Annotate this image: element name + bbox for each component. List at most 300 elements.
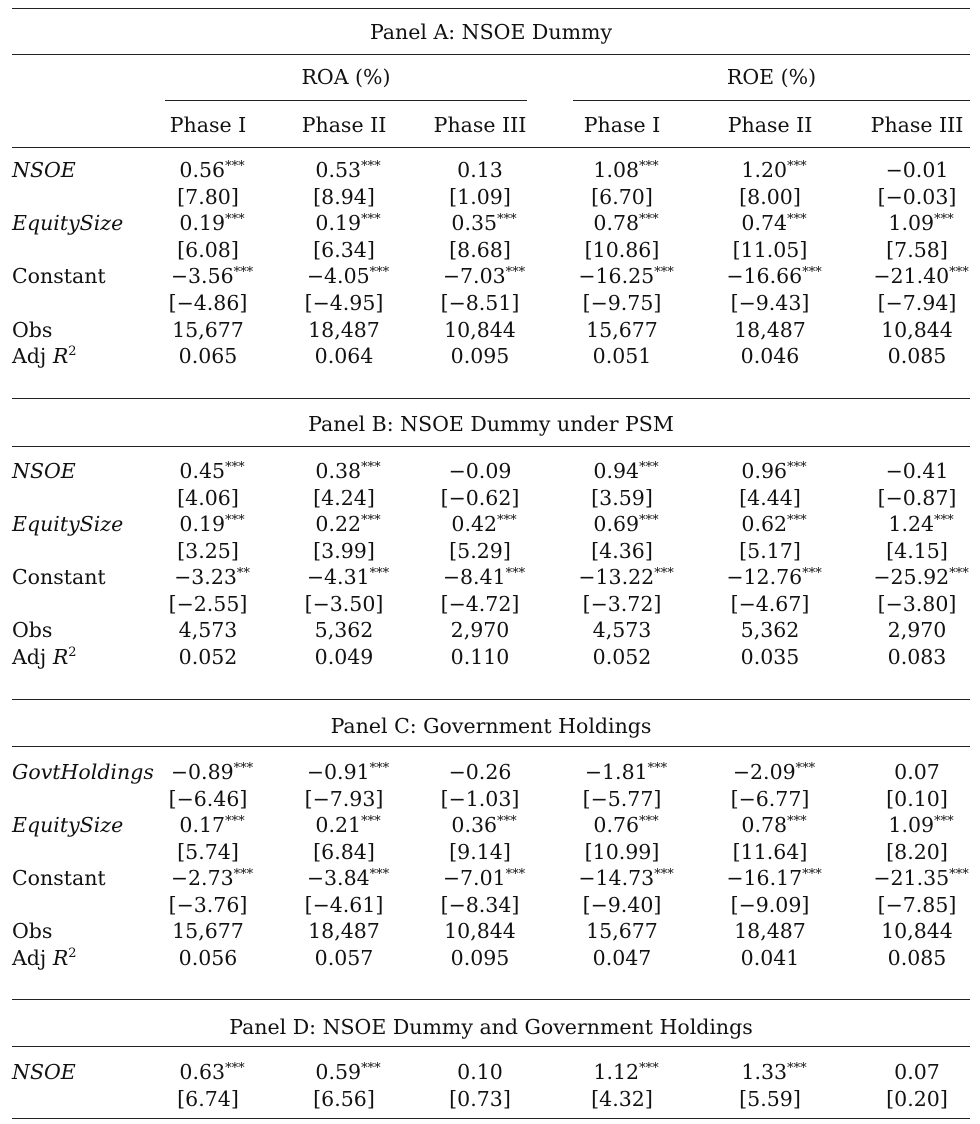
t-stat-cell: [269, 839, 419, 865]
significance-stars: ***: [639, 814, 659, 829]
row-label-equity-size: EquitySize: [12, 512, 124, 536]
adj-r2-symbol: R: [52, 946, 69, 970]
adj-r2-exponent: 2: [68, 946, 77, 961]
t-stat-cell: [133, 184, 283, 210]
significance-stars: ***: [639, 1061, 659, 1076]
coef-cell: [551, 210, 701, 236]
significance-stars: ***: [787, 159, 807, 174]
coef-cell: [846, 263, 980, 289]
t-stat-cell: [842, 839, 980, 865]
row-label-obs: Obs: [12, 318, 53, 342]
cell-value: 10,844: [881, 919, 953, 943]
coef-cell: [273, 759, 423, 785]
panel-d-title: Panel D: NSOE Dummy and Government Holdings: [229, 1015, 753, 1039]
cell-value: 0.095: [450, 344, 510, 368]
significance-stars: ***: [361, 460, 381, 475]
significance-stars: ***: [361, 814, 381, 829]
t-stat-cell: [842, 591, 980, 617]
t-stat-cell: [695, 839, 845, 865]
coef-cell: [846, 511, 980, 537]
coef-cell: [405, 1059, 555, 1085]
significance-stars: ***: [787, 814, 807, 829]
cell-value: 0.17: [179, 813, 226, 837]
stat-cell: [269, 644, 419, 670]
coef-cell: [846, 564, 980, 590]
stat-cell: [133, 918, 283, 944]
coef-cell: [137, 1059, 287, 1085]
stat-cell: [269, 343, 419, 369]
significance-stars: ***: [233, 265, 254, 280]
cell-value: −16.66: [726, 264, 803, 288]
t-stat-cell: [269, 184, 419, 210]
coef-cell: [405, 157, 555, 183]
cell-value: [6.08]: [177, 238, 239, 262]
cell-value: 0.21: [315, 813, 362, 837]
coef-cell: [137, 210, 287, 236]
significance-stars: ***: [949, 265, 969, 280]
t-stat-cell: [133, 485, 283, 511]
t-stat-cell: [695, 237, 845, 263]
significance-stars: ***: [225, 513, 245, 528]
coef-cell: [137, 865, 287, 891]
coef-cell: [137, 812, 287, 838]
row-label-constant: Constant: [12, 264, 106, 288]
coef-cell: [137, 157, 287, 183]
cell-value: 0.110: [450, 645, 510, 669]
cell-value: [−4.61]: [304, 893, 384, 917]
cell-value: 0.56: [179, 158, 226, 182]
stat-cell: [405, 317, 555, 343]
significance-stars: ***: [225, 1061, 245, 1076]
cell-value: −3.23: [174, 565, 237, 589]
significance-stars: ***: [639, 513, 659, 528]
coef-cell: [273, 210, 423, 236]
coef-cell: [409, 263, 559, 289]
row-label-obs: Obs: [12, 618, 53, 642]
cell-value: [−9.40]: [582, 893, 662, 917]
t-stat-cell: [405, 538, 555, 564]
cell-value: [11.05]: [732, 238, 808, 262]
significance-stars: ***: [654, 265, 674, 280]
significance-stars: ***: [225, 460, 245, 475]
adj-r2-prefix: Adj: [12, 645, 53, 669]
cell-value: −0.26: [448, 760, 512, 784]
cell-value: 0.76: [593, 813, 640, 837]
panel-b-title: Panel B: NSOE Dummy under PSM: [308, 412, 674, 436]
cell-value: 15,677: [586, 318, 658, 342]
cell-value: [−4.72]: [440, 592, 520, 616]
t-stat-cell: [133, 538, 283, 564]
coef-cell: [842, 458, 980, 484]
coef-cell: [551, 564, 701, 590]
t-stat-cell: [695, 1086, 845, 1112]
coef-cell: [551, 458, 701, 484]
row-label-nsoe: NSOE: [12, 158, 76, 182]
cell-value: [−3.80]: [877, 592, 957, 616]
cell-value: [−4.67]: [730, 592, 810, 616]
cell-value: [5.29]: [449, 539, 511, 563]
cell-value: [11.64]: [732, 840, 808, 864]
coef-cell: [699, 210, 849, 236]
cell-value: [−4.86]: [168, 291, 248, 315]
cell-value: [−7.93]: [304, 787, 384, 811]
t-stat-cell: [695, 892, 845, 918]
cell-value: 0.07: [894, 760, 940, 784]
coef-cell: [273, 865, 423, 891]
cell-value: −21.40: [873, 264, 950, 288]
cell-value: 18,487: [308, 919, 380, 943]
cell-value: [0.10]: [886, 787, 948, 811]
significance-stars: ***: [654, 566, 674, 581]
cell-value: [4.15]: [886, 539, 948, 563]
cell-value: [5.74]: [177, 840, 239, 864]
cell-value: [5.17]: [739, 539, 801, 563]
cell-value: 0.064: [314, 344, 374, 368]
cell-value: 2,970: [450, 618, 510, 642]
stat-cell: [405, 945, 555, 971]
cell-value: [−1.03]: [440, 787, 520, 811]
coef-cell: [551, 1059, 701, 1085]
col-header-roe-phase-3: Phase III: [870, 113, 964, 137]
coef-cell: [699, 759, 849, 785]
t-stat-cell: [695, 591, 845, 617]
cell-value: [4.24]: [313, 486, 375, 510]
coef-cell: [551, 759, 701, 785]
t-stat-cell: [547, 1086, 697, 1112]
cell-value: −1.81: [584, 760, 648, 784]
significance-stars: ***: [225, 212, 245, 227]
coef-cell: [273, 564, 423, 590]
significance-stars: ***: [934, 814, 954, 829]
cell-value: 0.065: [178, 344, 238, 368]
significance-stars: ***: [949, 867, 969, 882]
cell-value: 1.33: [741, 1060, 788, 1084]
t-stat-cell: [405, 485, 555, 511]
coef-cell: [137, 458, 287, 484]
cell-value: [6.74]: [177, 1087, 239, 1111]
cell-value: [−7.85]: [877, 893, 957, 917]
t-stat-cell: [133, 1086, 283, 1112]
stat-cell: [695, 617, 845, 643]
significance-stars: ***: [369, 566, 390, 581]
cell-value: [9.14]: [449, 840, 511, 864]
stat-cell: [547, 343, 697, 369]
cell-value: [−9.43]: [730, 291, 810, 315]
t-stat-cell: [405, 591, 555, 617]
significance-stars: ***: [497, 513, 517, 528]
cell-value: −12.76: [726, 565, 803, 589]
cell-value: [0.73]: [449, 1087, 511, 1111]
coef-cell: [273, 157, 423, 183]
significance-stars: ***: [361, 513, 381, 528]
coef-cell: [551, 865, 701, 891]
significance-stars: ***: [369, 867, 390, 882]
cell-value: 1.20: [741, 158, 788, 182]
col-header-roe-phase-2: Phase II: [727, 113, 813, 137]
cell-value: −3.56: [170, 264, 234, 288]
stat-cell: [842, 644, 980, 670]
cell-value: −25.92: [873, 565, 950, 589]
significance-stars: ***: [934, 513, 954, 528]
cell-value: 15,677: [172, 318, 244, 342]
stat-cell: [695, 918, 845, 944]
significance-stars: ***: [369, 265, 390, 280]
t-stat-cell: [695, 786, 845, 812]
cell-value: [−3.50]: [304, 592, 384, 616]
cell-value: 1.09: [888, 813, 935, 837]
stat-cell: [405, 343, 555, 369]
significance-stars: ***: [647, 761, 668, 776]
cell-value: 0.047: [592, 946, 652, 970]
t-stat-cell: [405, 290, 555, 316]
cell-value: −3.84: [306, 866, 370, 890]
t-stat-cell: [842, 538, 980, 564]
significance-stars: ***: [497, 814, 517, 829]
cell-value: [10.86]: [584, 238, 660, 262]
cell-value: 15,677: [586, 919, 658, 943]
coef-cell: [842, 157, 980, 183]
cell-value: 0.085: [887, 344, 947, 368]
row-label-govt-holdings: GovtHoldings: [12, 760, 154, 784]
t-stat-cell: [269, 892, 419, 918]
coef-cell: [846, 812, 980, 838]
t-stat-cell: [269, 485, 419, 511]
coef-cell: [409, 865, 559, 891]
significance-stars: ***: [654, 867, 674, 882]
cell-value: [−6.46]: [168, 787, 248, 811]
col-header-roe-phase-1: Phase I: [583, 113, 661, 137]
adj-r2-symbol: R: [52, 344, 69, 368]
cell-value: [6.70]: [591, 185, 653, 209]
t-stat-cell: [405, 839, 555, 865]
significance-stars: ***: [505, 566, 526, 581]
t-stat-cell: [405, 892, 555, 918]
t-stat-cell: [842, 184, 980, 210]
t-stat-cell: [547, 184, 697, 210]
t-stat-cell: [269, 591, 419, 617]
cell-value: 0.53: [315, 158, 362, 182]
cell-value: [3.59]: [591, 486, 653, 510]
significance-stars: ***: [787, 460, 807, 475]
bottom-rule: [12, 1118, 970, 1119]
cell-value: [−7.94]: [877, 291, 957, 315]
significance-stars: ***: [934, 212, 954, 227]
significance-stars: ***: [787, 212, 807, 227]
cell-value: 0.056: [178, 946, 238, 970]
roe-group-rule: [573, 100, 970, 101]
coef-cell: [409, 564, 559, 590]
cell-value: [−0.03]: [877, 185, 957, 209]
coef-cell: [409, 210, 559, 236]
stat-cell: [547, 644, 697, 670]
stat-cell: [695, 317, 845, 343]
t-stat-cell: [842, 290, 980, 316]
cell-value: [4.44]: [739, 486, 801, 510]
coef-cell: [699, 564, 849, 590]
stat-cell: [269, 945, 419, 971]
cell-value: −4.05: [306, 264, 370, 288]
t-stat-cell: [547, 290, 697, 316]
top-rule: [12, 8, 970, 9]
t-stat-cell: [547, 839, 697, 865]
cell-value: 0.36: [451, 813, 498, 837]
cell-value: −0.01: [885, 158, 949, 182]
t-stat-cell: [547, 892, 697, 918]
significance-stars: ***: [787, 513, 807, 528]
cell-value: 0.62: [741, 512, 788, 536]
significance-stars: ***: [225, 159, 245, 174]
stat-cell: [133, 317, 283, 343]
panel-a-title: Panel A: NSOE Dummy: [369, 20, 613, 44]
t-stat-cell: [269, 290, 419, 316]
cell-value: 4,573: [178, 618, 238, 642]
cell-value: −0.41: [885, 459, 949, 483]
cell-value: 5,362: [314, 618, 374, 642]
coef-cell: [551, 812, 701, 838]
coef-cell: [409, 812, 559, 838]
t-stat-cell: [842, 485, 980, 511]
stat-cell: [547, 317, 697, 343]
panel-b-top-rule: [12, 398, 970, 399]
cell-value: 0.049: [314, 645, 374, 669]
cell-value: 0.96: [741, 459, 788, 483]
stat-cell: [547, 945, 697, 971]
cell-value: 0.13: [457, 158, 503, 182]
adj-r2-symbol: R: [52, 645, 69, 669]
cell-value: 0.78: [741, 813, 788, 837]
col-header-roa-phase-1: Phase I: [169, 113, 247, 137]
cell-value: 10,844: [881, 318, 953, 342]
significance-stars: ***: [361, 212, 381, 227]
significance-stars: ***: [802, 867, 822, 882]
stat-cell: [842, 317, 980, 343]
coef-cell: [137, 263, 287, 289]
cell-value: 0.057: [314, 946, 374, 970]
cell-value: 0.041: [740, 946, 800, 970]
cell-value: [−0.87]: [877, 486, 957, 510]
row-label-obs: Obs: [12, 919, 53, 943]
cell-value: [6.56]: [313, 1087, 375, 1111]
cell-value: 0.085: [887, 946, 947, 970]
adj-r2-exponent: 2: [68, 645, 77, 660]
cell-value: −16.25: [578, 264, 655, 288]
stat-cell: [405, 644, 555, 670]
cell-value: 1.09: [888, 211, 935, 235]
panel-c-top-rule: [12, 699, 970, 700]
row-label-adj-r2: [12, 343, 77, 369]
cell-value: 1.08: [593, 158, 640, 182]
significance-stars: ***: [639, 460, 659, 475]
adj-r2-exponent: 2: [68, 344, 77, 359]
cell-value: 0.42: [451, 512, 498, 536]
panel-b-title-rule: [12, 446, 970, 447]
row-label-equity-size: EquitySize: [12, 813, 124, 837]
cell-value: 0.63: [179, 1060, 226, 1084]
t-stat-cell: [133, 237, 283, 263]
panel-a-title-rule: [12, 54, 970, 55]
header-bottom-rule: [12, 147, 970, 148]
cell-value: −8.41: [442, 565, 506, 589]
cell-value: [−9.09]: [730, 893, 810, 917]
stat-cell: [842, 343, 980, 369]
cell-value: [7.58]: [886, 238, 948, 262]
stat-cell: [695, 945, 845, 971]
stat-cell: [133, 343, 283, 369]
cell-value: 0.19: [179, 512, 226, 536]
coef-cell: [405, 759, 555, 785]
cell-value: [8.20]: [886, 840, 948, 864]
cell-value: [7.80]: [177, 185, 239, 209]
cell-value: −13.22: [578, 565, 655, 589]
cell-value: −0.91: [306, 760, 370, 784]
cell-value: [4.06]: [177, 486, 239, 510]
stat-cell: [547, 617, 697, 643]
cell-value: [3.25]: [177, 539, 239, 563]
cell-value: 0.052: [178, 645, 238, 669]
row-label-adj-r2: [12, 945, 77, 971]
significance-stars: ***: [639, 159, 659, 174]
cell-value: 0.046: [740, 344, 800, 368]
coef-cell: [846, 865, 980, 891]
cell-value: [−4.95]: [304, 291, 384, 315]
t-stat-cell: [405, 786, 555, 812]
t-stat-cell: [695, 485, 845, 511]
cell-value: 0.083: [887, 645, 947, 669]
cell-value: 0.051: [592, 344, 652, 368]
significance-stars: ***: [795, 761, 816, 776]
cell-value: 1.12: [593, 1060, 640, 1084]
stat-cell: [133, 617, 283, 643]
stat-cell: [695, 644, 845, 670]
cell-value: [8.00]: [739, 185, 801, 209]
cell-value: 0.74: [741, 211, 788, 235]
cell-value: 0.78: [593, 211, 640, 235]
t-stat-cell: [842, 237, 980, 263]
coef-cell: [551, 511, 701, 537]
significance-stars: ***: [787, 1061, 807, 1076]
cell-value: [−6.77]: [730, 787, 810, 811]
t-stat-cell: [842, 892, 980, 918]
panel-c-title: Panel C: Government Holdings: [330, 714, 652, 738]
row-label-constant: Constant: [12, 866, 106, 890]
t-stat-cell: [133, 786, 283, 812]
stat-cell: [405, 918, 555, 944]
significance-stars: ***: [361, 159, 381, 174]
cell-value: 4,573: [592, 618, 652, 642]
t-stat-cell: [695, 184, 845, 210]
significance-stars: ***: [233, 867, 254, 882]
cell-value: 10,844: [444, 919, 516, 943]
cell-value: 0.19: [315, 211, 362, 235]
coef-cell: [409, 511, 559, 537]
t-stat-cell: [547, 538, 697, 564]
roa-group-rule: [165, 100, 527, 101]
adj-r2-prefix: Adj: [12, 344, 53, 368]
t-stat-cell: [405, 184, 555, 210]
significance-stars: ***: [361, 1061, 381, 1076]
coef-cell: [699, 511, 849, 537]
cell-value: 5,362: [740, 618, 800, 642]
significance-stars: **: [236, 566, 250, 581]
cell-value: [8.68]: [449, 238, 511, 262]
coef-cell: [699, 1059, 849, 1085]
t-stat-cell: [547, 786, 697, 812]
coef-cell: [273, 511, 423, 537]
cell-value: [10.99]: [584, 840, 660, 864]
cell-value: [6.34]: [313, 238, 375, 262]
stat-cell: [547, 918, 697, 944]
row-label-constant: Constant: [12, 565, 106, 589]
